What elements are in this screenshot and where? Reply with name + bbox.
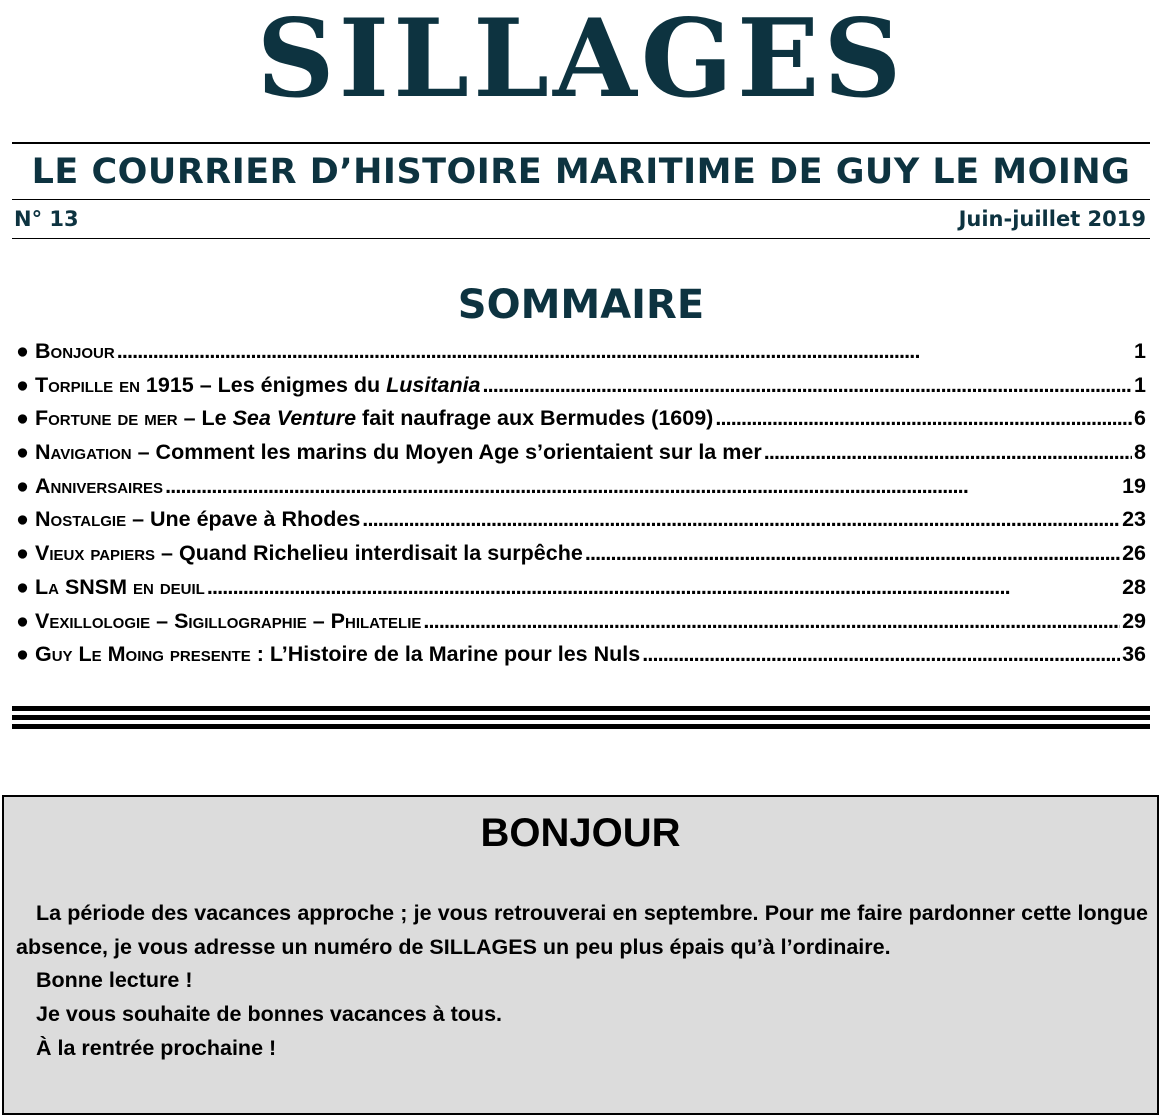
toc-title: Comment les marins du Moyen Age s’orientaient sur la mer (155, 440, 762, 465)
toc-leader (642, 638, 1120, 672)
toc-leader (423, 605, 1120, 639)
issue-number: N° 13 (14, 207, 79, 231)
bonjour-title: BONJOUR (480, 811, 681, 855)
separator-rule-3 (12, 724, 1150, 729)
toc-section: Vexillologie – Sigillographie – Philatelie (35, 608, 422, 633)
toc-leader (585, 537, 1120, 571)
toc-leader (715, 402, 1132, 436)
toc-section: Torpille en 1915 (35, 372, 194, 397)
toc-section: Anniversaires (35, 473, 164, 498)
toc-title: Le (201, 406, 233, 431)
toc-page-number: 28 (1122, 574, 1146, 599)
bullet-icon: ● (16, 440, 29, 465)
toc-title: Une épave à Rhodes (150, 507, 361, 532)
bonjour-paragraph: La période des vacances approche ; je vous retrouverai en septembre. Pour me faire pardonner cette longue absence, je vous adresse un numéro de SILLAGES un peu plus épais qu’à l’ordinaire. (16, 901, 1148, 959)
toc-leader (165, 470, 1120, 504)
toc-section: Navigation (35, 440, 132, 465)
bullet-icon: ● (16, 574, 29, 599)
toc-item[interactable] (16, 605, 1146, 639)
toc-page-number: 8 (1134, 440, 1146, 465)
masthead (0, 0, 1162, 122)
toc-page-number: 1 (1134, 372, 1146, 397)
newsletter-subtitle: LE COURRIER D’HISTOIRE MARITIME DE GUY LE MOING (31, 152, 1131, 192)
toc-item[interactable]: ● Vieux papiers – Quand Richelieu interdisait la surpêche . . . 26 (16, 537, 1146, 571)
bonjour-paragraph: Je vous souhaite de bonnes vacances à tous. (36, 1002, 502, 1027)
toc-title-italic: Sea Venture (232, 406, 357, 431)
toc-leader (764, 436, 1132, 470)
toc-title-italic: Lusitania (386, 372, 481, 397)
separator-rule-1 (12, 706, 1150, 711)
bullet-icon: ● (16, 507, 29, 532)
bullet-icon: ● (16, 372, 29, 397)
issue-rule (12, 238, 1150, 239)
toc-item[interactable] (16, 571, 1146, 605)
toc-title: Quand Richelieu interdisait la surpêche (178, 541, 583, 566)
toc-page-number: 19 (1122, 473, 1146, 498)
toc-title: Les énigmes du (217, 372, 387, 397)
table-of-contents (16, 335, 1146, 672)
toc-section: Vieux papiers (35, 541, 156, 566)
toc-item[interactable]: ● Navigation – Comment les marins du Moyen Age s’orientaient sur la mer . . . 8 (16, 436, 1146, 470)
toc-leader (207, 571, 1120, 605)
top-rule (12, 142, 1150, 144)
bullet-icon: ● (16, 541, 29, 566)
bullet-icon: ● (16, 642, 29, 667)
toc-page-number: 26 (1122, 541, 1146, 566)
toc-leader (362, 503, 1120, 537)
issue-date: Juin-juillet 2019 (958, 207, 1146, 231)
toc-item[interactable] (16, 470, 1146, 504)
toc-section: Nostalgie (35, 507, 127, 532)
toc-section: La SNSM en deuil (35, 574, 205, 599)
bullet-icon: ● (16, 406, 29, 431)
toc-page-number: 23 (1122, 507, 1146, 532)
toc-item[interactable]: ● Torpille en 1915 – Les énigmes du Lusitania . . . 1 (16, 369, 1146, 403)
toc-section: Bonjour (35, 339, 115, 363)
toc-page-number: 6 (1134, 406, 1146, 431)
bonjour-text (16, 897, 1148, 1066)
toc-leader (117, 335, 1132, 369)
issue-info (14, 200, 1146, 238)
bonjour-paragraph: Bonne lecture ! (36, 968, 193, 993)
toc-page-number: 29 (1122, 608, 1146, 633)
toc-heading: SOMMAIRE (457, 282, 705, 328)
toc-item[interactable]: ● Guy Le Moing presente : L’Histoire de la Marine pour les Nuls . . . 36 (16, 638, 1146, 672)
toc-title: L’Histoire de la Marine pour les Nuls (269, 642, 641, 667)
toc-leader (483, 369, 1133, 403)
toc-item[interactable]: ● Fortune de mer – Le Sea Venture fait naufrage aux Bermudes (1609) . . . 6 (16, 402, 1146, 436)
bonjour-box (2, 795, 1159, 1115)
toc-item[interactable]: ● Nostalgie – Une épave à Rhodes . . . 23 (16, 503, 1146, 537)
bonjour-paragraph: À la rentrée prochaine ! (36, 1035, 277, 1060)
newsletter-title: SILLAGES (256, 0, 906, 122)
toc-section: Guy Le Moing presente (35, 642, 251, 667)
toc-page-number: 1 (1134, 339, 1146, 363)
toc-page-number: 36 (1122, 642, 1146, 667)
bullet-icon: ● (16, 339, 29, 363)
separator-rule-2 (12, 715, 1150, 720)
bullet-icon: ● (16, 608, 29, 633)
bullet-icon: ● (16, 473, 29, 498)
toc-section: Fortune de mer (35, 406, 178, 431)
toc-item[interactable] (16, 335, 1146, 369)
